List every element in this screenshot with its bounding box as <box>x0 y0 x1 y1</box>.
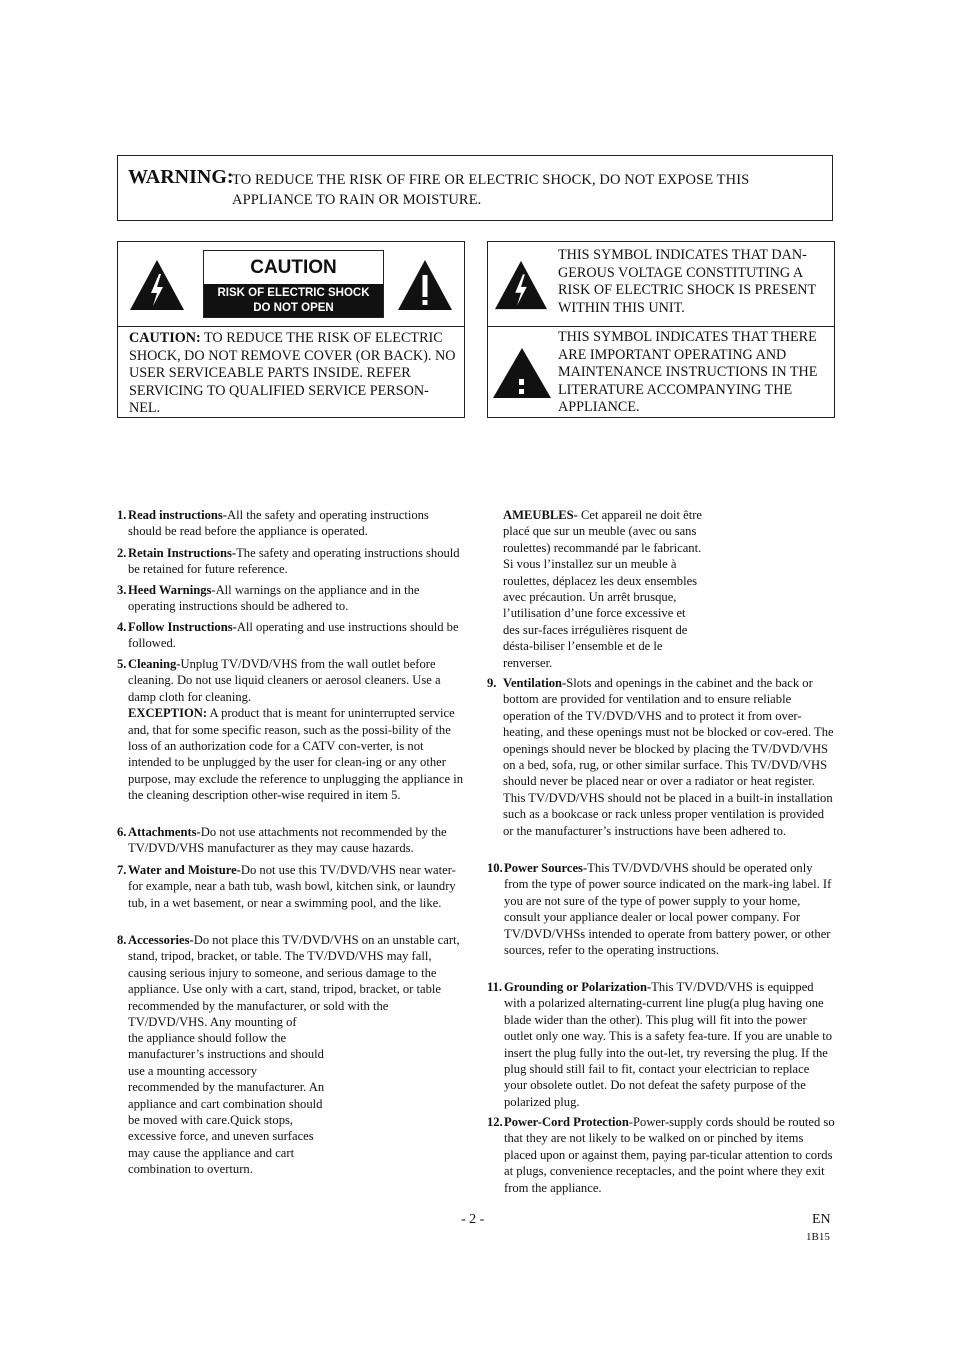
item-text: All operating and use instructions should be followed. <box>128 620 459 651</box>
item-body <box>128 862 465 911</box>
list-item <box>487 979 835 1110</box>
item-body <box>504 1114 835 1196</box>
page-number: - 2 - <box>461 1212 485 1227</box>
lightning-triangle-icon <box>128 258 186 312</box>
item-heading: Cleaning- <box>128 657 181 671</box>
item-body <box>128 824 465 857</box>
caution-box <box>117 241 465 418</box>
item-text: Do not use attachments not recommended by the TV/DVD/VHS manufacturer as they may cause hazards. <box>128 825 447 856</box>
item-body <box>128 656 465 804</box>
item-text: This TV/DVD/VHS is equipped with a polarized alternating-current line plug(a plug having one blade wider than the other). This plug will fit into the power outlet only one way. This is a safety fea-ture. If you are unable to insert the plug fully into the out-let, try reversing the plug. If the plug should still fail to fit, contact your electrician to replace your obsolete outlet. Do not defeat the safety purpose of the polarized plug. <box>504 980 833 1109</box>
list-item <box>117 619 465 652</box>
lightning-triangle-icon <box>493 259 549 311</box>
item-number: 1. <box>117 508 127 522</box>
list-item-continued <box>128 1030 328 1178</box>
exception-heading: EXCEPTION: <box>128 706 208 721</box>
item-body <box>503 675 835 839</box>
symbol-text: THIS SYMBOL INDICATES THAT THERE ARE IMPORTANT OPERATING AND MAINTENANCE INSTRUCTIONS IN THE LITERATURE ACCOMPANYING THE APPLIANCE. <box>558 329 818 415</box>
item-text: -All warnings on the appliance and in the operating instructions should be adhered to. <box>128 583 420 614</box>
list-item <box>117 507 465 540</box>
caution-body: TO REDUCE THE RISK OF ELECTRIC SHOCK, DO NOT REMOVE COVER (OR BACK). NO USER SERVICEABLE PARTS INSIDE. REFER SERVICING TO QUALIFIED SERVICE PERSON-NEL. <box>129 330 456 416</box>
item-body <box>504 979 835 1110</box>
item-text: Do not use this TV/DVD/VHS near water-for example, near a bath tub, wash bowl, kitchen sink, or laundry tub, in a wet basement, or near a swimming pool, and the like. <box>128 863 456 910</box>
item-text: All the safety and operating instructions should be read before the appliance is operated. <box>128 508 429 539</box>
exclamation-triangle-icon <box>491 346 553 400</box>
item-heading: Read instructions- <box>128 508 228 522</box>
caution-word: CAUTION <box>250 257 337 278</box>
item-number: 6. <box>117 825 127 839</box>
item-number: 2. <box>117 546 127 560</box>
item-text: -Power-supply cords should be routed so that they are not likely to be walked on or pinched by items placed upon or against them, paying par-ticular attention to cords at plugs, convenience receptacles, and the point where they exit from the appliance. <box>504 1115 835 1195</box>
item-heading: Attachments- <box>128 825 201 839</box>
list-item <box>117 656 465 804</box>
item-number: 8. <box>117 933 127 947</box>
list-item <box>487 1114 835 1196</box>
item-body <box>128 932 465 1030</box>
warning-title: WARNING: <box>128 166 234 188</box>
language-code: EN <box>812 1212 831 1227</box>
item-body <box>128 545 465 578</box>
item-number: 9. <box>487 676 497 690</box>
list-item <box>117 545 465 578</box>
exclamation-triangle-icon <box>396 258 454 312</box>
warning-box <box>117 155 833 221</box>
item-text: Unplug TV/DVD/VHS from the wall outlet before cleaning. Do not use liquid cleaners or aerosol cleaners. Use a damp cloth for cleaning. <box>128 657 441 704</box>
item-heading: Retain Instructions- <box>128 546 237 560</box>
caution-band <box>204 284 383 317</box>
item-heading: Follow Instructions- <box>128 620 237 634</box>
exception-text: A product that is meant for uninterrupted service and, that for some specific reason, such as the possi-bility of the loss of an authorization code for a CATV con-verter, is not intended to be unplugged by the user for clean-ing or any other purpose, may exclude the reference to unplugging the appliance in the cleaning description other-wise required in item 5. <box>128 706 464 803</box>
item-heading: Power Sources- <box>504 861 588 875</box>
item-number: 12. <box>487 1115 503 1129</box>
warning-text: TO REDUCE THE RISK OF FIRE OR ELECTRIC SHOCK, DO NOT EXPOSE THIS APPLIANCE TO RAIN OR MOISTURE. <box>232 172 750 208</box>
item-heading: Accessories- <box>128 933 194 947</box>
item-text: The safety and operating instructions should be retained for future reference. <box>128 546 460 577</box>
caution-band-line1: RISK OF ELECTRIC SHOCK <box>217 287 370 299</box>
symbol-row <box>488 242 834 327</box>
item-heading: AMEUBLES- <box>503 508 578 522</box>
caution-lead: CAUTION: <box>129 330 201 346</box>
document-code: 1B15 <box>806 1231 830 1243</box>
item-number: 3. <box>117 583 127 597</box>
caution-text <box>129 330 459 418</box>
ameubles-note <box>503 507 703 671</box>
caution-label <box>203 250 384 318</box>
item-heading: Ventilation- <box>503 676 567 690</box>
item-number: 4. <box>117 620 127 634</box>
item-text: This TV/DVD/VHS should be operated only from the type of power source indicated on the mark-ing label. If you are not sure of the type of power supply to your home, consult your appliance dealer or local power company. For TV/DVD/VHSs intended to operate from battery power, or other sources, refer to the operating instructions. <box>504 861 832 958</box>
item-number: 7. <box>117 863 127 877</box>
list-item <box>487 675 835 839</box>
item-body <box>504 860 835 958</box>
item-text: Slots and openings in the cabinet and the back or bottom are provided for ventilation and to ensure reliable operation of the TV/DVD/VHS and to protect it from over-heating, and these openings must not be blocked or cov-ered. The openings should never be blocked by placing the TV/DVD/VHS on a bed, sofa, rug, or other similar surface. This TV/DVD/VHS should never be placed near or over a radiator or heat register. This TV/DVD/VHS should not be placed in a built-in installation such as a bookcase or rack unless proper ventilation is provided or the manufacturer’s instructions have been adhered to. <box>503 676 834 838</box>
item-text: the appliance should follow the manufacturer’s instructions and should use a mounting accessory recommended by the manufacturer. An appliance and cart combination should be moved with care.Quick stops, excessive force, and uneven surfaces may cause the appliance and cart combination to overturn. <box>128 1031 325 1177</box>
item-text: Do not place this TV/DVD/VHS on an unstable cart, stand, tripod, bracket, or table. The TV/DVD/VHS may fall, causing serious injury to someone, and serious damage to the appliance. Use only with a cart, stand, tripod, bracket, or table recommended by the manufacturer, or sold with the TV/DVD/VHS. Any mounting of <box>128 933 460 1030</box>
list-item <box>117 582 465 615</box>
item-body <box>503 507 703 671</box>
item-body <box>128 619 465 652</box>
caution-band-line2: DO NOT OPEN <box>253 302 334 314</box>
item-number: 11. <box>487 980 503 994</box>
item-number: 5. <box>117 657 127 671</box>
symbol-explanation-box <box>487 241 835 418</box>
list-item <box>117 824 465 857</box>
item-body <box>128 582 465 615</box>
list-item <box>487 860 835 958</box>
item-heading: Heed Warnings <box>128 583 212 597</box>
item-heading: Grounding or Polarization- <box>504 980 652 994</box>
caution-header <box>118 242 464 327</box>
item-heading: Water and Moisture- <box>128 863 241 877</box>
item-heading: Power-Cord Protection <box>504 1115 629 1129</box>
list-item <box>117 932 465 1030</box>
item-body <box>128 507 465 540</box>
list-item <box>117 862 465 911</box>
item-number: 10. <box>487 861 503 875</box>
symbol-text: THIS SYMBOL INDICATES THAT DAN-GEROUS VOLTAGE CONSTITUTING A RISK OF ELECTRIC SHOCK IS PRESENT WITHIN THIS UNIT. <box>558 247 816 316</box>
item-text: Cet appareil ne doit être placé que sur un meuble (avec ou sans roulettes) recommandé par le fabricant. Si vous l’installez sur un meuble à roulettes, déplacez les deux ensembles avec précaution. Un arrêt brusque, l’utilisation d’une force excessive et des sur-faces irrégulières risquent de désta-biliser l’ensemble et de le renverser. <box>503 508 703 670</box>
